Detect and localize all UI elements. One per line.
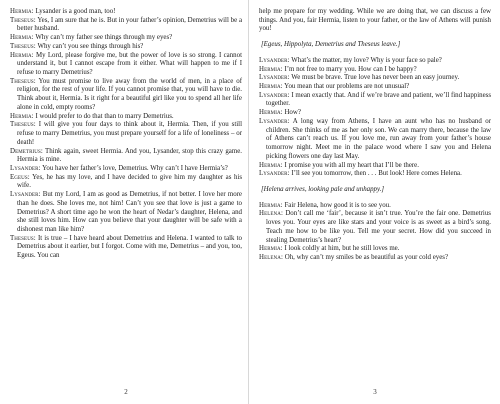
dialogue-text: You have her father’s love, Demetrius. Why can’t I have Hermia’s? <box>42 164 228 172</box>
speaker-name: Hermia: <box>10 8 34 15</box>
dialogue-text: I’ll see you tomorrow, then . . . But look! Here comes Helena. <box>291 170 462 178</box>
dialogue-text: But my Lord, I am as good as Demetrius, if not better. I love her more than he does. She loves me, not him! Can’t you see that love is just a game to Demetrius? A short time ago he won the heart of Nedar’s daughter, Helena, and she still loves him. How can you believe that your daughter will be safe with a dishonest man like him? <box>17 191 242 233</box>
dialogue-text: What’s the matter, my love? Why is your face so pale? <box>291 56 442 64</box>
speaker-name: Hermia: <box>259 65 283 73</box>
speaker-name: Lysander: <box>259 74 290 82</box>
dialogue-line <box>259 170 491 179</box>
right-page <box>259 8 491 396</box>
dialogue-text: My Lord, please forgive me, but the power of love is so strong. I cannot understand it, but I cannot escape from it either. What will happen to me if I refuse to marry Demetrius? <box>17 51 242 77</box>
dialogue-line <box>10 174 242 191</box>
speaker-name: Theseus: <box>10 42 36 50</box>
speaker-name: Egeus: <box>10 173 30 181</box>
dialogue-text: Don’t call me ‘fair’, because it isn’t true. You’re the fair one. Demetrius loves you. Your eyes are like stars and your voice is as sweet as a bird’s song. Teach me how to be like you. Tell me your secret. How did you succeed in stealing Demetrius’s heart? <box>266 210 491 244</box>
dialogue-line <box>10 121 242 147</box>
dialogue-text: You mean that our problems are not unusual? <box>284 83 410 91</box>
dialogue-text: Why can’t my father see things through my eyes? <box>35 34 173 42</box>
dialogue-line <box>259 83 491 92</box>
speaker-name: Lysander: <box>10 164 41 172</box>
dialogue-line <box>259 57 491 66</box>
dialogue-text: Why can’t you see things through his? <box>37 42 144 50</box>
dialogue-text: Lysander is a good man, too! <box>35 8 116 15</box>
dialogue-line <box>259 66 491 75</box>
speaker-name: Lysander: <box>259 117 290 125</box>
right-page-opening-text: help me prepare for my wedding. While we are doing that, we can discuss a few things. And you, fair Hermia, listen to your father, or the law of Athens will punish you! <box>259 8 491 33</box>
page-gutter <box>248 0 249 404</box>
speaker-name: Hermia: <box>259 201 283 209</box>
speaker-name: Lysander: <box>10 191 41 199</box>
speaker-name: Lysander: <box>259 170 290 178</box>
dialogue-text: I would prefer to do that than to marry Demetrius. <box>35 112 174 120</box>
speaker-name: Hermia: <box>259 245 283 253</box>
dialogue-line <box>259 202 491 211</box>
dialogue-line <box>259 92 491 109</box>
speaker-name: Lysander: <box>259 91 290 99</box>
right-page-number: 3 <box>373 388 377 396</box>
dialogue-line <box>10 235 242 261</box>
dialogue-line <box>10 78 242 113</box>
dialogue-line <box>259 162 491 171</box>
dialogue-line <box>10 17 242 34</box>
dialogue-text: Fair Helena, how good it is to see you. <box>284 201 391 209</box>
dialogue-text: I promise you with all my heart that I’ll be there. <box>284 161 419 169</box>
dialogue-line <box>10 191 242 235</box>
stage-direction-helena-arrives: [Helena arrives, looking pale and unhappy.] <box>261 185 385 193</box>
speaker-name: Helena: <box>259 253 283 261</box>
dialogue-text: Think again, sweet Hermia. And you, Lysander, stop this crazy game. Hermia is mine. <box>17 147 242 164</box>
dialogue-line <box>10 52 242 78</box>
dialogue-line <box>259 118 491 162</box>
dialogue-line <box>259 245 491 254</box>
dialogue-text: Yes, I am sure that he is. But in your father’s opinion, Demetrius will be a better husband. <box>17 16 243 33</box>
speaker-name: Hermia: <box>10 34 34 42</box>
dialogue-line <box>259 210 491 245</box>
dialogue-line <box>10 165 242 174</box>
left-page <box>10 8 243 396</box>
dialogue-line <box>10 113 242 122</box>
right-page-dialogue-b <box>259 202 491 263</box>
speaker-name: Hermia: <box>10 112 34 120</box>
dialogue-text: I’m not free to marry you. How can I be happy? <box>284 65 417 73</box>
dialogue-line <box>10 8 242 17</box>
dialogue-line <box>10 43 242 52</box>
speaker-name: Theseus: <box>10 77 36 85</box>
dialogue-line <box>10 34 242 43</box>
speaker-name: Helena: <box>259 210 283 218</box>
speaker-name: Demetrius: <box>10 147 43 155</box>
dialogue-text: It is true – I have heard about Demetrius and Helena. I wanted to talk to Demetrius about it earlier, but I forgot. Come with me, Demetrius – and you, too, Egeus. You can <box>17 234 242 260</box>
dialogue-text: I look coldly at him, but he still loves me. <box>284 245 400 253</box>
dialogue-text: Oh, why can’t my smiles be as beautiful as your cold eyes? <box>284 253 449 261</box>
dialogue-text: I mean exactly that. And if we’re brave and patient, we’ll find happiness together. <box>266 91 491 108</box>
speaker-name: Theseus: <box>10 121 36 129</box>
dialogue-text: We must be brave. True love has never been an easy journey. <box>291 74 460 82</box>
speaker-name: Hermia: <box>259 83 283 91</box>
speaker-name: Theseus: <box>10 234 36 242</box>
dialogue-text: You must promise to live away from the world of men, in a place of religion, for the rest of your life. If you cannot promise that, you will have to die. Think about it, Hermia. Is it right for a beautiful girl like you to spend all her life alone in cold, empty rooms? <box>17 77 242 111</box>
left-page-number: 2 <box>124 388 128 396</box>
dialogue-text: I will give you four days to think about it, Hermia. Then, if you still refuse to marry Demetrius, you must prepare yourself for a life of loneliness – or death! <box>17 121 242 146</box>
dialogue-text: How? <box>284 109 301 117</box>
dialogue-line <box>259 254 491 263</box>
dialogue-line <box>10 148 242 165</box>
speaker-name: Theseus: <box>10 16 36 24</box>
speaker-name: Hermia: <box>259 109 283 117</box>
speaker-name: Hermia: <box>259 161 283 169</box>
dialogue-text: Yes, he has my love, and I have decided to give him my daughter as his wife. <box>17 173 242 190</box>
dialogue-line <box>259 109 491 118</box>
left-page-dialogue <box>10 8 242 261</box>
speaker-name: Lysander: <box>259 56 290 64</box>
dialogue-line <box>259 74 491 83</box>
stage-direction-exit: [Egeus, Hippolyta, Demetrius and Theseus leave.] <box>261 41 401 49</box>
dialogue-text: A long way from Athens, I have an aunt who has no husband or children. She thinks of me as her only son. We can marry there, because the law of Athens can’t reach us. If you love me, run away from your father’s house tomorrow night. Meet me in the palace wood where I saw you and Helena picking flowers one day last May. <box>266 117 491 160</box>
speaker-name: Hermia: <box>10 51 34 59</box>
right-page-dialogue-a <box>259 57 491 179</box>
